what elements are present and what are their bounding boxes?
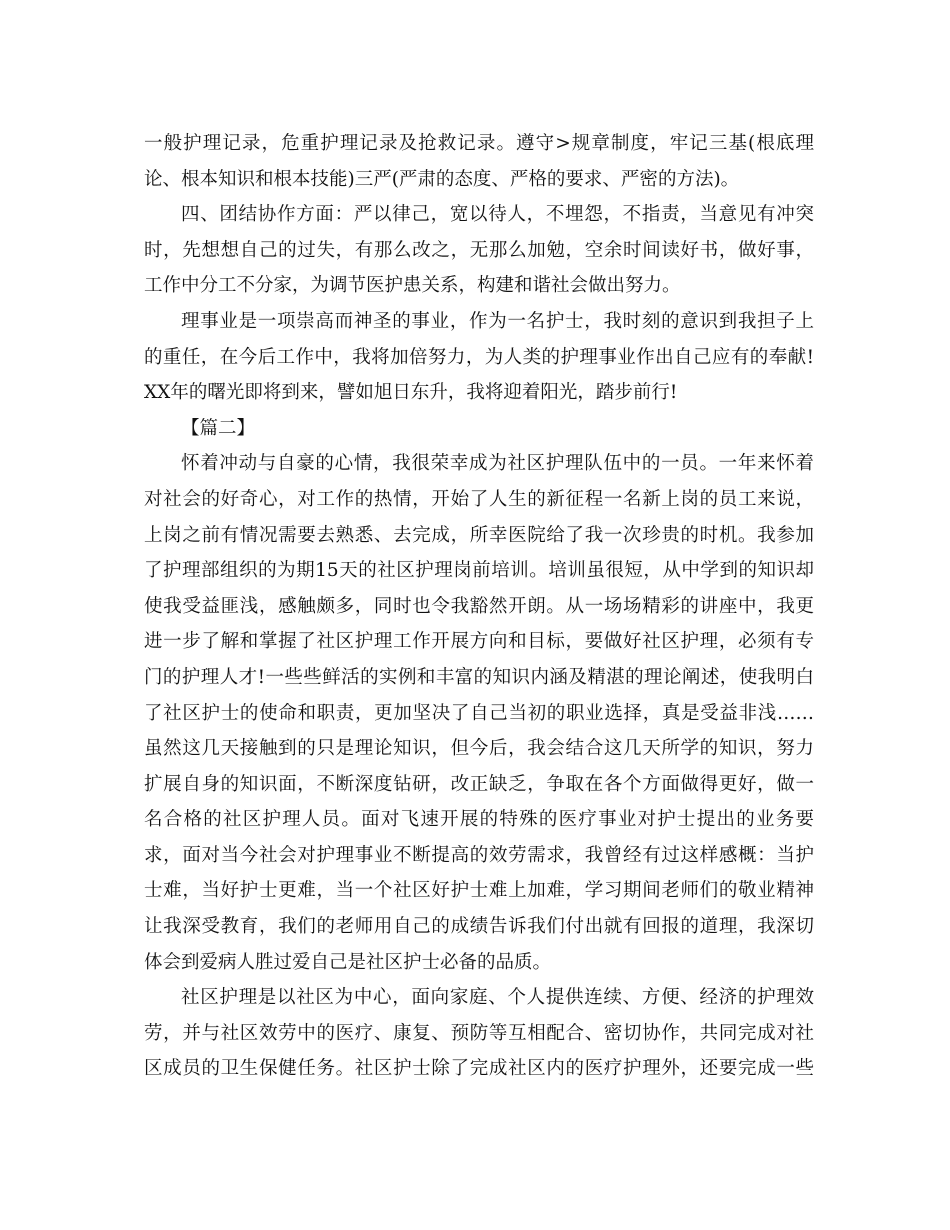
text-line: 区成员的卫生保健任务。社区护士除了完成社区内的医疗护理外，还要完成一些 bbox=[144, 1058, 814, 1080]
paragraph-training bbox=[144, 446, 814, 980]
text-line: 社区护理是以社区为中心，面向家庭、个人提供连续、方便、经济的护理效 bbox=[181, 987, 814, 1009]
text-line: 名合格的社区护理人员。面对飞速开展的特殊的医疗事业对护士提出的业务要 bbox=[144, 809, 814, 831]
text-line: 理事业是一项崇高而神圣的事业，作为一名护士，我时刻的意识到我担子上 bbox=[181, 310, 814, 332]
section-heading-part-two bbox=[144, 411, 814, 447]
document-body bbox=[144, 126, 814, 1087]
text-line: 进一步了解和掌握了社区护理工作开展方向和目标，要做好社区护理，必须有专 bbox=[144, 631, 814, 653]
text-line: 扩展自身的知识面，不断深度钻研，改正缺乏，争取在各个方面做得更好，做一 bbox=[144, 773, 814, 795]
paragraph-teamwork bbox=[144, 197, 814, 304]
text-line: 论、根本知识和根本技能)三严(严肃的态度、严格的要求、严密的方法)。 bbox=[144, 168, 740, 190]
text-line: 的重任，在今后工作中，我将加倍努力，为人类的护理事业作出自己应有的奉献! bbox=[144, 346, 814, 368]
text-line: 对社会的好奇心，对工作的热情，开始了人生的新征程一名新上岗的员工来说， bbox=[144, 488, 814, 510]
text-line: 上岗之前有情况需要去熟悉、去完成，所幸医院给了我一次珍贵的时机。我参加 bbox=[144, 524, 814, 546]
text-line: 工作中分工不分家，为调节医护患关系，构建和谐社会做出努力。 bbox=[144, 275, 681, 297]
paragraph-community-nursing bbox=[144, 980, 814, 1087]
text-line: 让我深受教育，我们的老师用自己的成绩告诉我们付出就有回报的道理，我深切 bbox=[144, 916, 814, 938]
text-line: 四、团结协作方面：严以律己，宽以待人，不埋怨，不指责，当意见有冲突 bbox=[181, 204, 814, 226]
text-line: XX年的曙光即将到来，譬如旭日东升，我将迎着阳光，踏步前行! bbox=[144, 382, 678, 404]
text-line: 时，先想想自己的过失，有那么改之，无那么加勉，空余时间读好书，做好事， bbox=[144, 239, 814, 261]
text-line: 门的护理人才!一些些鲜活的实例和丰富的知识内涵及精湛的理论阐述，使我明白 bbox=[144, 666, 814, 688]
text-line: 体会到爱病人胜过爱自己是社区护士必备的品质。 bbox=[144, 951, 552, 973]
paragraph-records bbox=[144, 126, 814, 197]
text-line: 虽然这几天接触到的只是理论知识，但今后，我会结合这几天所学的知识，努力 bbox=[144, 738, 814, 760]
text-line: 使我受益匪浅，感触颇多，同时也令我豁然开朗。从一场场精彩的讲座中，我更 bbox=[144, 595, 814, 617]
paragraph-career bbox=[144, 304, 814, 411]
text-line: 一般护理记录，危重护理记录及抢救记录。遵守>规章制度，牢记三基(根底理 bbox=[144, 133, 814, 154]
text-line: 【篇二】 bbox=[181, 417, 256, 439]
text-line: 求，面对当今社会对护理事业不断提高的效劳需求，我曾经有过这样感概：当护 bbox=[144, 844, 814, 866]
text-line: 了护理部组织的为期15天的社区护理岗前培训。培训虽很短，从中学到的知识却 bbox=[144, 560, 814, 582]
text-line: 士难，当好护士更难，当一个社区好护士难上加难，学习期间老师们的敬业精神 bbox=[144, 880, 814, 902]
text-line: 怀着冲动与自豪的心情，我很荣幸成为社区护理队伍中的一员。一年来怀着 bbox=[181, 453, 814, 475]
text-line: 劳，并与社区效劳中的医疗、康复、预防等互相配合、密切协作，共同完成对社 bbox=[144, 1022, 814, 1044]
text-line: 了社区护士的使命和职责，更加坚决了自己当初的职业选择，真是受益非浅…… bbox=[144, 702, 814, 724]
